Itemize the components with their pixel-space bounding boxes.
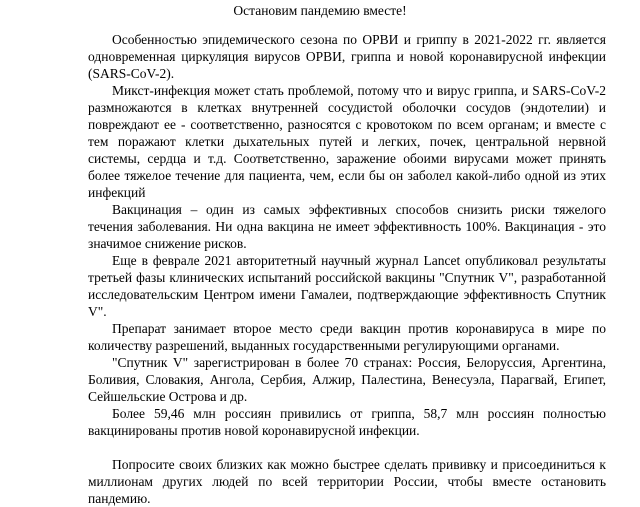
paragraph-vaccination: Вакцинация – один из самых эффективных способов снизить риски тяжелого течения заболевания. Ни одна вакцина не имеет эффективность 100%. Вакцинация - это значимое снижение рисков.: [88, 202, 606, 251]
document-title: Остановим пандемию вместе!: [233, 3, 407, 18]
document-body: [88, 31, 606, 507]
paragraph-statistics: Более 59,46 млн россиян привились от гриппа, 58,7 млн россиян полностью вакцинированы против новой коронавирусной инфекции.: [88, 406, 606, 438]
paragraph-countries: "Спутник V" зарегистрирован в более 70 странах: Россия, Белоруссия, Аргентина, Боливия, Словакия, Ангола, Сербия, Алжир, Палестина, Венесуэла, Парагвай, Египет, Сейшельские Острова и др.: [88, 355, 606, 404]
paragraph-gap: [88, 439, 606, 456]
paragraph-lancet: Еще в феврале 2021 авторитетный научный журнал Lancet опубликовал результаты третьей фазы клинических испытаний российской вакцины "Спутник V", разработанной исследовательским Центром имени Гамалеи, подтверждающие эффективность Спутник V".: [88, 253, 606, 319]
paragraph-call-to-action: Попросите своих близких как можно быстрее сделать прививку и присоединиться к миллионам других людей по всей территории России, чтобы вместе остановить пандемию.: [88, 457, 606, 506]
paragraph-season: Особенностью эпидемического сезона по ОРВИ и гриппу в 2021-2022 гг. является одновременная циркуляция вирусов ОРВИ, гриппа и новой коронавирусной инфекции (SARS-CoV-2).: [88, 32, 606, 81]
paragraph-mixed-infection: Микст-инфекция может стать проблемой, потому что и вирус гриппа, и SARS-CoV-2 размножаются в клетках внутренней сосудистой оболочки сосудов (эндотелии) и повреждают ее - соответственно, разносятся с кровотоком по всем органам; и вместе с тем поражают клетки дыхательных путей и легких, почек, центральной нервной системы, сердца и т.д. Соответственно, заражение обоими вирусами может принять более тяжелое течение для пациента, чем, если бы он заболел какой-либо одной из этих инфекций: [88, 83, 606, 200]
paragraph-second-place: Препарат занимает второе место среди вакцин против коронавируса в мире по количеству разрешений, выданных государственными регулирующими органами.: [88, 321, 606, 353]
